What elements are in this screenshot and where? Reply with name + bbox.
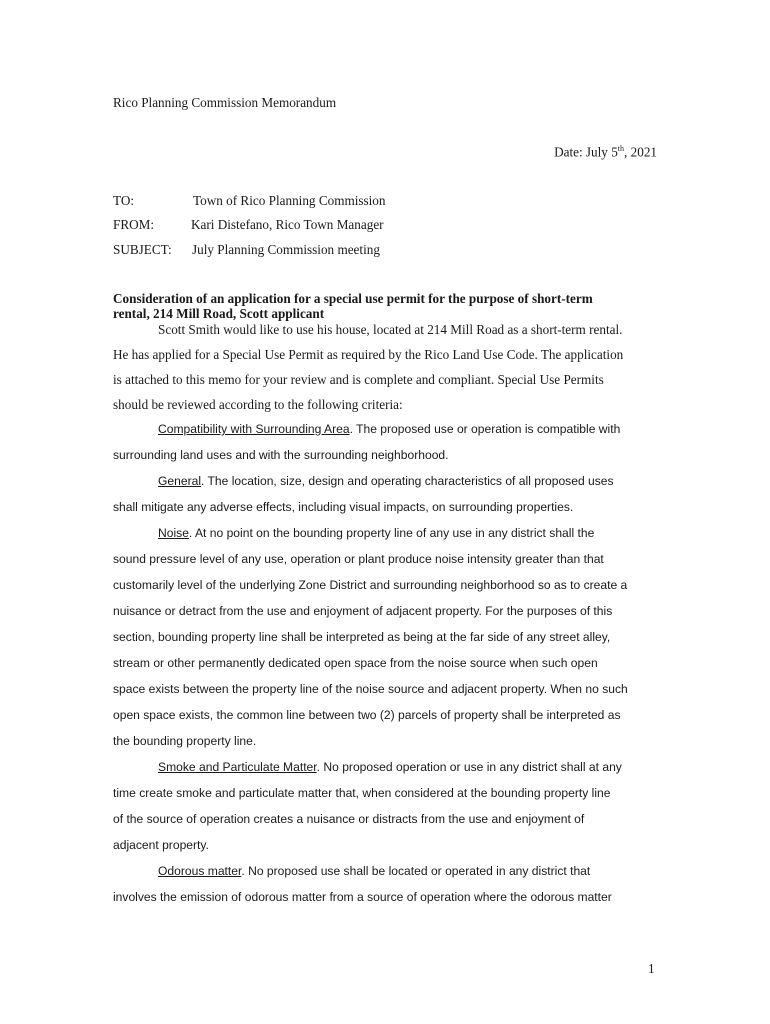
- intro-line: should be reviewed according to the following criteria:: [113, 397, 403, 412]
- criterion-text: . No proposed operation or use in any district shall at any: [316, 760, 622, 774]
- to-value: Town of Rico Planning Commission: [193, 193, 386, 208]
- date-ordinal: th: [617, 144, 625, 153]
- criterion-compatibility: [158, 422, 620, 436]
- page-number: 1: [648, 961, 655, 976]
- criterion-line: adjacent property.: [113, 838, 209, 852]
- intro-line: is attached to this memo for your review and is complete and compliant. Special Use Permits: [113, 372, 604, 387]
- criterion-general: [158, 474, 614, 488]
- criterion-line: section, bounding property line shall be interpreted as being at the far side of any street alley,: [113, 630, 611, 644]
- to-label: TO:: [113, 193, 135, 208]
- criterion-line: shall mitigate any adverse effects, including visual impacts, on surrounding properties.: [113, 500, 574, 514]
- criterion-line: surrounding land uses and with the surrounding neighborhood.: [113, 448, 449, 462]
- date-text: Date: July 5: [554, 144, 618, 160]
- intro-line: Scott Smith would like to use his house, located at 214 Mill Road as a short-term rental.: [158, 322, 623, 337]
- criterion-text: . The proposed use or operation is compatible with: [349, 422, 621, 436]
- criterion-text: . The location, size, design and operating characteristics of all proposed uses: [201, 474, 614, 488]
- criterion-line: time create smoke and particulate matter that, when considered at the bounding property line: [113, 786, 611, 800]
- criterion-smoke: [158, 760, 622, 774]
- section-heading-line2: rental, 214 Mill Road, Scott applicant: [113, 306, 325, 321]
- criterion-line: space exists between the property line of the noise source and adjacent property. When no such: [113, 682, 628, 696]
- criterion-term: Smoke and Particulate Matter: [158, 760, 317, 774]
- criterion-line: the bounding property line.: [113, 734, 257, 748]
- memo-title: Rico Planning Commission Memorandum: [113, 95, 337, 110]
- section-heading-line1: Consideration of an application for a special use permit for the purpose of short-term: [113, 291, 593, 306]
- criterion-odor: [158, 864, 590, 878]
- from-label: FROM:: [113, 217, 155, 232]
- criterion-text: . No proposed use shall be located or operated in any district that: [241, 864, 591, 878]
- intro-line: He has applied for a Special Use Permit as required by the Rico Land Use Code. The application: [113, 347, 624, 362]
- criterion-term: Compatibility with Surrounding Area: [158, 422, 350, 436]
- criterion-line: sound pressure level of any use, operation or plant produce noise intensity greater than that: [113, 552, 604, 566]
- criterion-noise: [158, 526, 594, 540]
- criterion-line: nuisance or detract from the use and enjoyment of adjacent property. For the purposes of this: [113, 604, 613, 618]
- criterion-line: customarily level of the underlying Zone District and surrounding neighborhood so as to create a: [113, 578, 628, 592]
- subject-label: SUBJECT:: [113, 242, 172, 257]
- from-value: Kari Distefano, Rico Town Manager: [191, 217, 384, 232]
- criterion-line: involves the emission of odorous matter from a source of operation where the odorous matter: [113, 890, 612, 904]
- criterion-line: stream or other permanently dedicated open space from the noise source when such open: [113, 656, 598, 670]
- criterion-line: of the source of operation creates a nuisance or distracts from the use and enjoyment of: [113, 812, 585, 826]
- subject-value: July Planning Commission meeting: [192, 242, 380, 257]
- criterion-text: . At no point on the bounding property line of any use in any district shall the: [188, 526, 595, 540]
- date-year: , 2021: [624, 144, 657, 160]
- memo-date: [554, 144, 657, 160]
- criterion-line: open space exists, the common line between two (2) parcels of property shall be interpreted as: [113, 708, 621, 722]
- criterion-term: Odorous matter: [158, 864, 242, 878]
- criterion-term: General: [158, 474, 202, 488]
- criterion-term: Noise: [158, 526, 189, 540]
